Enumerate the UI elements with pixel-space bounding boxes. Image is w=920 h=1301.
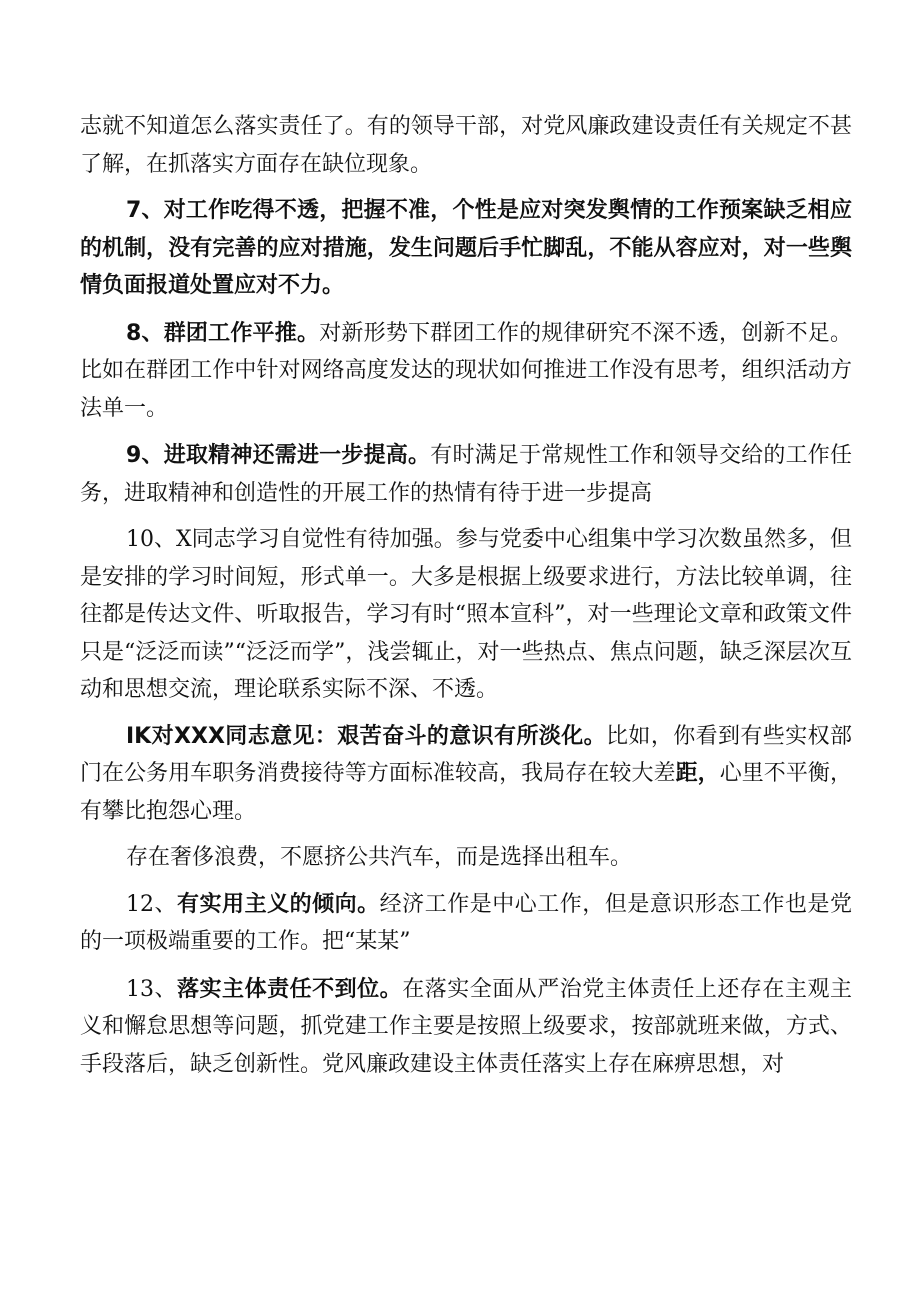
paragraph-heading: IK对XXX同志意见：艰苦奋斗的意识有所淡化。 xyxy=(126,723,607,749)
paragraph-text: 志就不知道怎么落实责任了。有的领导干部，对党风廉政建设责任有关规定不甚了解，在抓落实方面存在缺位现象。 xyxy=(80,114,852,177)
paragraph-heading: 8、群团工作平推。 xyxy=(126,320,320,346)
paragraph-continuation xyxy=(80,108,852,183)
paragraph-text: 对新形势下群团工作的规律研究不深不透，创新不足。比如在群团工作中针对网络高度发达的现状如何推进工作没有思考，组织活动方法单一。 xyxy=(80,320,852,421)
document-page xyxy=(80,108,852,1083)
paragraph-10 xyxy=(80,521,852,709)
paragraph-text: 有时满足于常规性工作和领导交给的工作任务，进取精神和创造性的开展工作的热情有待于进一步提高 xyxy=(80,443,852,506)
paragraph-11-continued xyxy=(80,839,852,877)
paragraph-13 xyxy=(80,971,852,1084)
paragraph-heading: 落实主体责任不到位。 xyxy=(177,976,403,1002)
paragraph-8 xyxy=(80,315,852,428)
paragraph-text: 经济工作是中心工作，但是意识形态工作也是党的一项极端重要的工作。把“某某” xyxy=(80,891,852,954)
paragraph-text: 7、对工作吃得不透，把握不准，个性是应对突发舆情的工作预案缺乏相应的机制，没有完善的应对措施，发生问题后手忙脚乱，不能从容应对，对一些舆情负面报道处置应对不力。 xyxy=(80,198,852,298)
paragraph-bold-fragment: 距， xyxy=(675,761,720,786)
paragraph-text: 存在奢侈浪费，不愿挤公共汽车，而是选择出租车。 xyxy=(126,845,633,870)
paragraph-11 xyxy=(80,718,852,831)
paragraph-text-tail: 心里不平衡，有攀比抱怨心理。 xyxy=(80,761,852,824)
paragraph-text: 在落实全面从严治党主体责任上还存在主观主义和懈怠思想等问题，抓党建工作主要是按照上级要求，按部就班来做，方式、手段落后，缺乏创新性。党风廉政建设主体责任落实上存在麻痹思想，对 xyxy=(80,976,852,1077)
paragraph-12 xyxy=(80,886,852,961)
paragraph-number: 12、 xyxy=(126,891,178,917)
paragraph-heading: 有实用主义的倾向。 xyxy=(177,891,380,917)
paragraph-7 xyxy=(80,192,852,305)
paragraph-heading: 9、进取精神还需进一步提高。 xyxy=(126,443,431,468)
paragraph-9 xyxy=(80,437,852,512)
paragraph-text: 10、X同志学习自觉性有待加强。参与党委中心组集中学习次数虽然多，但是安排的学习时间短，形式单一。大多是根据上级要求进行，方法比较单调，往往都是传达文件、听取报告，学习有时“照本宣科”，对一些理论文章和政策文件只是“泛泛而读”“泛泛而学”，浅尝辄止，对一些热点、焦点问题，缺乏深层次互动和思想交流，理论联系实际不深、不透。 xyxy=(80,527,852,702)
paragraph-number: 13、 xyxy=(126,976,178,1002)
paragraph-text: 比如，你看到有些实权部门在公务用车职务消费接待等方面标准较高，我局存在较大差 xyxy=(80,723,852,786)
